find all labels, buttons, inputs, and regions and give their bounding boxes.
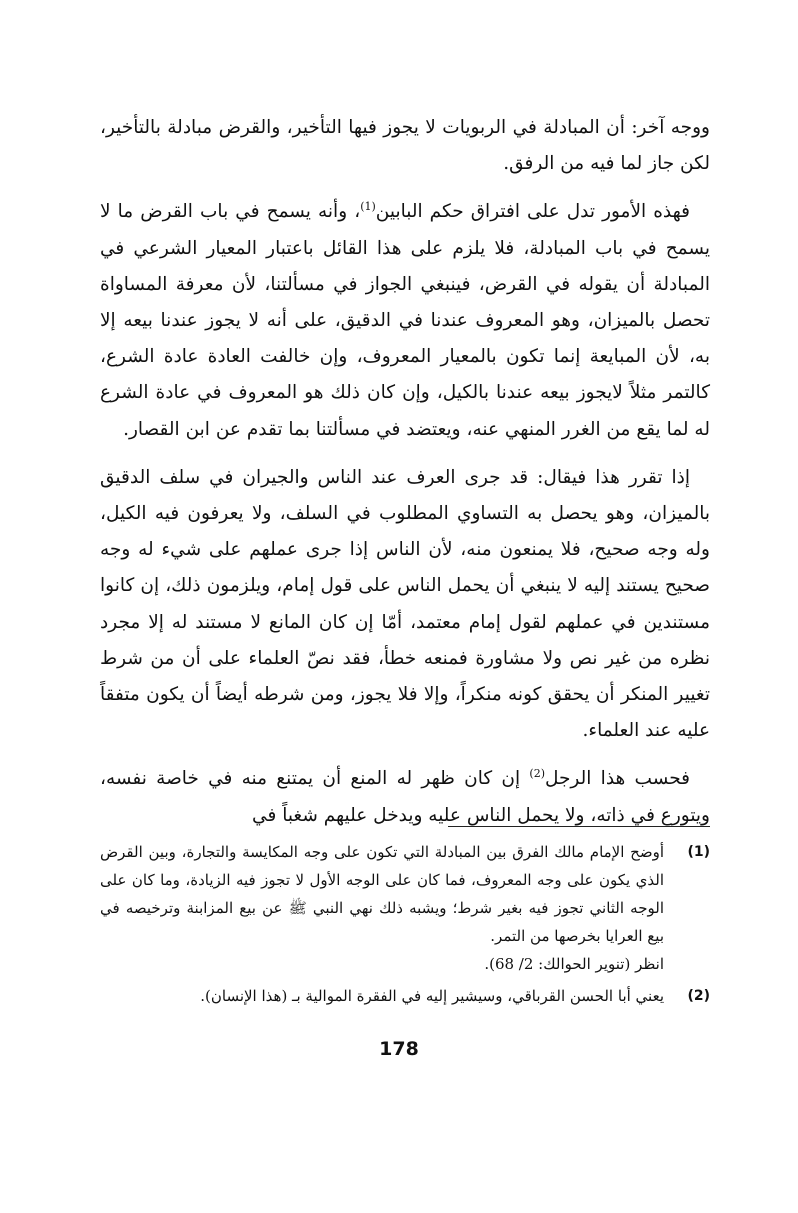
footnote-2-number: (2) — [687, 988, 710, 1004]
page-number: 178 — [379, 1038, 419, 1060]
footnote-separator — [448, 826, 710, 827]
footnote-1-number: (1) — [687, 844, 710, 860]
paragraph-2-text: فهذه الأمور تدل على افتراق حكم البابين — [375, 201, 691, 223]
footnote-2-body — [100, 982, 664, 1010]
paragraph-3-text: إذا تقرر هذا فيقال: قد جرى العرف عند الناس والجيران في سلف الدقيق بالميزان، وهو يحصل به التساوي المطلوب في السلف، ولا يعرفون فيه الكيل، وله وجه صحيح، فلا يمنعون منه، لأن الناس إذا جرى عملهم على شيء له وجه صحيح يستند إليه لا ينبغي أن يحمل الناس على قول إمام، ويلزمون ذلك، إن كانوا مستندين في عملهم لقول إمام معتمد، أمّا إن كان المانع لا مستند له إلا مجرد نظره من غير نص ولا مشاورة فمنعه خطأ، فقد نصّ العلماء على أن من شرط تغيير المنكر أن يحقق كونه منكراً، وإلا فلا يجوز، ومن شرطه أيضاً أن يكون متفقاً عليه عند العلماء. — [100, 466, 710, 742]
paragraph-1 — [100, 110, 710, 182]
footnote-1-body — [100, 838, 664, 978]
paragraph-4 — [100, 761, 710, 833]
paragraph-4-text: فحسب هذا الرجل — [544, 768, 690, 790]
footnote-ref-1[interactable]: (1) — [360, 200, 376, 214]
footnote-1-text: أوضح الإمام مالك الفرق بين المبادلة التي تكون على وجه المكايسة والتجارة، وبين القرض الذي يكون على وجه المعروف، فما كان على الوجه الأول لا تجوز فيه الزيادة، وما كان على الوجه الثاني تجوز فيه بغير شرط؛ ويشبه ذلك نهي النبي ﷺ عن بيع المزابنة وترخيصه في بيع العرايا بخرصها من التمر. — [100, 843, 664, 945]
main-text — [100, 110, 710, 846]
paragraph-4-rest: إن كان ظهر له المنع أن يمتنع منه في خاصة نفسه، ويتورع في ذاته، ولا يحمل الناس عليه ويدخل عليهم شغباً في — [100, 768, 710, 826]
footnote-ref-2[interactable]: (2) — [529, 767, 545, 781]
paragraph-2-rest: ، وأنه يسمح في باب القرض ما لا يسمح في باب المبادلة، فلا يلزم على هذا القائل باعتبار المعيار الشرعي في المبادلة أن يقوله في القرض، فينبغي الجواز في مسألتنا، لأن معرفة المساواة تحصل بالميزان، وهو المعروف عندنا في الدقيق، على أنه لا يجوز عندنا بيعه إلا به، لأن المبايعة إنما تكون بالمعيار المعروف، وإن خالفت العادة عادة الشرع، كالتمر مثلاً لايجوز بيعه عندنا بالكيل، وإن كان ذلك هو المعروف في عادة الشرع له لما يقع من الغرر المنهي عنه، ويعتضد في مسألتنا بما تقدم عن ابن القصار. — [100, 201, 710, 440]
footnote-2-text: يعني أبا الحسن القرباقي، وسيشير إليه في الفقرة الموالية بـ (هذا الإنسان). — [200, 987, 664, 1005]
paragraph-1-text: ووجه آخر: أن المبادلة في الربويات لا يجوز فيها التأخير، والقرض مبادلة بالتأخير، لكن جاز لما فيه من الرفق. — [100, 117, 710, 175]
paragraph-2 — [100, 194, 710, 447]
footnotes — [100, 838, 710, 1014]
footnote-1-reference: انظر (تنوير الحوالك: 2/ 68). — [484, 955, 664, 973]
paragraph-3 — [100, 460, 710, 750]
footnote-2 — [100, 982, 710, 1010]
footnote-1 — [100, 838, 710, 978]
